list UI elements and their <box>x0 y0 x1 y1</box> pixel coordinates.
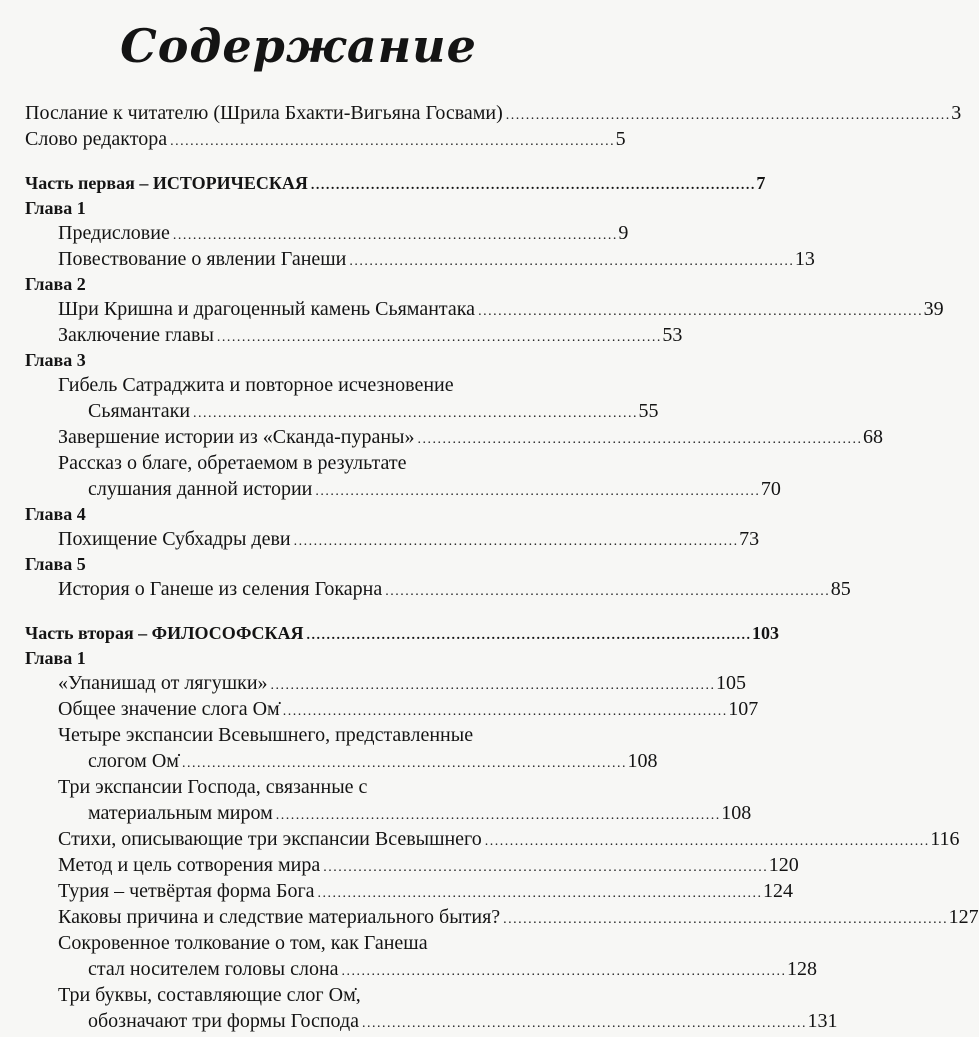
toc-entry-title: Общее значение слога Ом̇ <box>58 698 280 720</box>
toc-page-number: 53 <box>662 324 683 346</box>
toc-entry-title: «Упанишад от лягушки» <box>58 672 268 694</box>
toc-entry <box>25 930 580 956</box>
toc-entry <box>25 450 580 476</box>
toc-page-number: 3 <box>951 102 962 124</box>
toc-entry-title: Глава 2 <box>25 274 86 294</box>
toc-entry-title: слогом Ом̇ <box>88 750 179 772</box>
toc-entry-title: Турия – четвёртая форма Бога <box>58 880 315 902</box>
dot-leader <box>182 748 625 777</box>
toc-entry-title: Каковы причина и следствие материального бытия? <box>58 906 501 928</box>
toc-entry <box>25 904 979 930</box>
toc-entry <box>25 748 658 774</box>
toc-entry-title: Глава 3 <box>25 350 86 370</box>
toc-entry-title: Послание к читателю (Шрила Бхакти-Вигьяна Госвами) <box>25 102 503 124</box>
toc-page-number: 127 <box>948 906 979 928</box>
toc-page-number: 13 <box>794 248 815 270</box>
toc-entry <box>25 100 962 126</box>
toc-entry <box>25 722 580 748</box>
toc-page-number: 7 <box>756 173 766 193</box>
toc-entry <box>25 246 815 272</box>
toc-entry-title: Сокровенное толкование о том, как Ганеша <box>58 932 428 954</box>
toc-page-number: 39 <box>923 298 944 320</box>
toc-entry <box>25 476 781 502</box>
dot-leader <box>217 322 660 351</box>
toc-page-number: 108 <box>721 802 752 824</box>
toc-chapter-heading <box>25 196 580 220</box>
toc-entry-title: Метод и цель сотворения мира <box>58 854 321 876</box>
toc-entry-title: Слово редактора <box>25 128 168 150</box>
toc-page-number: 103 <box>752 623 780 643</box>
toc-entry <box>25 322 683 348</box>
dot-leader <box>362 1008 805 1037</box>
dot-leader <box>485 826 928 855</box>
page-title: Содержание <box>120 19 477 73</box>
dot-leader <box>323 852 766 881</box>
toc-page-number: 120 <box>768 854 799 876</box>
dot-leader <box>294 526 737 555</box>
toc-part-heading <box>25 170 766 196</box>
toc-chapter-heading <box>25 646 580 670</box>
toc-entry-title: обозначают три формы Господа <box>88 1010 360 1032</box>
toc-entry-title: Предисловие <box>58 222 170 244</box>
toc-entry <box>25 1008 838 1034</box>
toc-entry-title: Четыре экспансии Всевышнего, представленные <box>58 724 474 746</box>
toc-entry <box>25 526 760 552</box>
toc-entry-title: материальным миром <box>88 802 273 824</box>
dot-leader <box>385 576 828 605</box>
toc-part-heading <box>25 620 780 646</box>
toc-page-number: 105 <box>716 672 747 694</box>
toc-entry <box>25 576 851 602</box>
table-of-contents <box>25 100 979 1034</box>
dot-leader <box>276 800 719 829</box>
toc-page-number: 124 <box>763 880 794 902</box>
toc-page-number: 131 <box>807 1010 838 1032</box>
toc-entry-title: Глава 1 <box>25 648 86 668</box>
toc-entry-title: Рассказ о благе, обретаемом в результате <box>58 452 407 474</box>
dot-leader <box>283 696 726 725</box>
dot-leader <box>318 878 761 907</box>
toc-page-number: 70 <box>760 478 781 500</box>
toc-entry <box>25 126 626 152</box>
dot-leader <box>342 956 785 985</box>
toc-entry-title: Три буквы, составляющие слог Ом̇, <box>58 984 361 1006</box>
dot-leader <box>506 100 949 129</box>
dot-leader <box>307 620 750 649</box>
toc-entry <box>25 398 659 424</box>
toc-entry <box>25 670 747 696</box>
dot-leader <box>503 904 946 933</box>
toc-entry-title: История о Ганеше из селения Гокарна <box>58 578 383 600</box>
toc-entry <box>25 878 794 904</box>
toc-entry <box>25 372 580 398</box>
toc-entry <box>25 956 818 982</box>
toc-entry-title: Стихи, описывающие три экспансии Всевышнего <box>58 828 482 850</box>
toc-entry <box>25 982 580 1008</box>
dot-leader <box>170 126 613 155</box>
toc-page-number: 128 <box>787 958 818 980</box>
toc-entry-title: слушания данной истории <box>88 478 313 500</box>
toc-entry-title: Глава 1 <box>25 198 86 218</box>
toc-entry <box>25 296 944 322</box>
toc-page-number: 5 <box>615 128 626 150</box>
toc-entry <box>25 774 580 800</box>
toc-entry-title: Три экспансии Господа, связанные с <box>58 776 368 798</box>
toc-chapter-heading <box>25 272 580 296</box>
dot-leader <box>311 170 754 199</box>
toc-entry-title: Часть вторая – ФИЛОСОФСКАЯ <box>25 623 304 643</box>
toc-entry-title: Часть первая – ИСТОРИЧЕСКАЯ <box>25 173 308 193</box>
toc-entry-title: Похищение Субхадры деви <box>58 528 291 550</box>
dot-leader <box>315 476 758 505</box>
toc-entry-title: Гибель Сатраджита и повторное исчезновение <box>58 374 454 396</box>
toc-page-number: 107 <box>728 698 759 720</box>
toc-entry-title: Завершение истории из «Сканда-пураны» <box>58 426 415 448</box>
toc-entry-title: Повествование о явлении Ганеши <box>58 248 347 270</box>
toc-page-number: 9 <box>618 222 629 244</box>
toc-entry <box>25 424 883 450</box>
toc-entry <box>25 696 759 722</box>
toc-entry-title: Заключение главы <box>58 324 214 346</box>
toc-chapter-heading <box>25 502 580 526</box>
toc-entry <box>25 220 629 246</box>
toc-page-number: 85 <box>830 578 851 600</box>
toc-entry <box>25 852 799 878</box>
toc-page-number: 108 <box>627 750 658 772</box>
toc-entry <box>25 800 752 826</box>
toc-page-number: 73 <box>739 528 760 550</box>
toc-entry-title: стал носителем головы слона <box>88 958 339 980</box>
toc-page-number: 116 <box>930 828 960 850</box>
toc-page-number: 55 <box>638 400 659 422</box>
toc-chapter-heading <box>25 552 580 576</box>
dot-leader <box>193 398 636 427</box>
toc-entry-title: Сьямантаки <box>88 400 191 422</box>
toc-page-number: 68 <box>863 426 883 448</box>
dot-leader <box>173 220 616 249</box>
toc-chapter-heading <box>25 348 580 372</box>
toc-entry-title: Шри Кришна и драгоценный камень Сьямантака <box>58 298 476 320</box>
dot-leader <box>349 246 792 275</box>
dot-leader <box>418 424 861 453</box>
toc-entry-title: Глава 5 <box>25 554 86 574</box>
toc-entry <box>25 826 960 852</box>
toc-entry-title: Глава 4 <box>25 504 86 524</box>
dot-leader <box>271 670 714 699</box>
dot-leader <box>478 296 921 325</box>
